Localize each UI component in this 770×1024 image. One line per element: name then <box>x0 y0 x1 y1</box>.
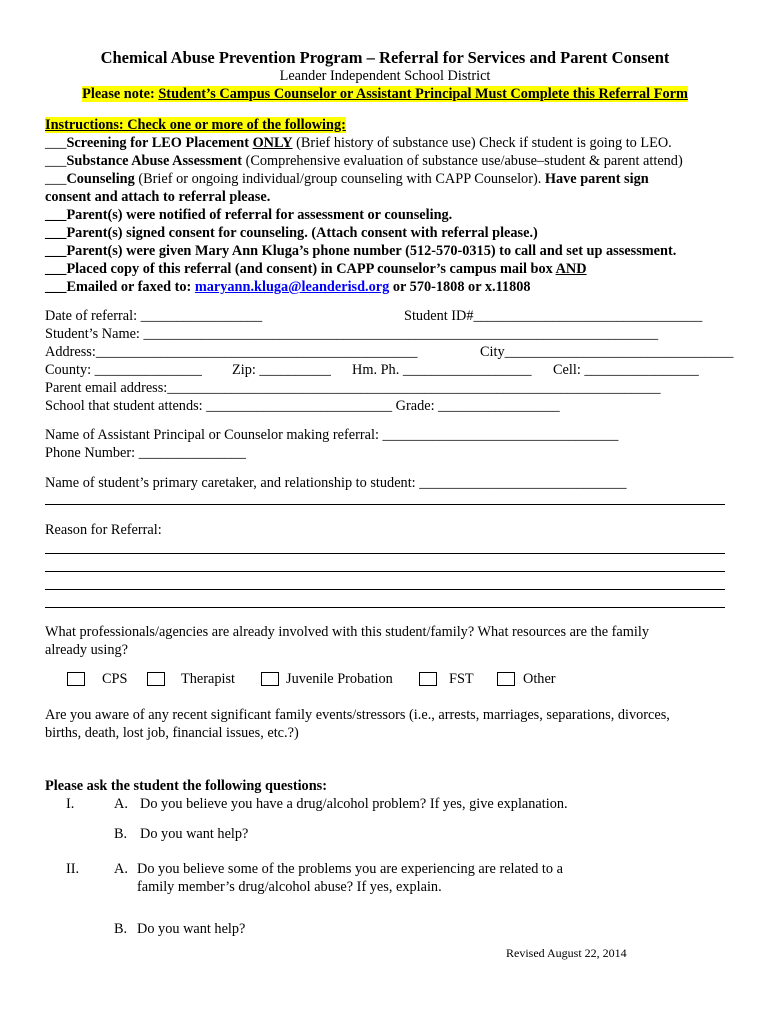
professionals-question-cont: already using? <box>45 642 128 658</box>
professionals-question: What professionals/agencies are already involved with this student/family? What resources are the family <box>45 624 649 640</box>
student-id-field[interactable]: Student ID#________________________________ <box>404 308 703 324</box>
check-blank[interactable]: ___ <box>45 279 67 295</box>
check-blank[interactable]: ___ <box>45 207 67 223</box>
reason-line[interactable] <box>45 589 725 590</box>
parent-email-field[interactable]: Parent email address:_____________________________________________________________________ <box>45 380 661 396</box>
questions-heading: Please ask the student the following questions: <box>45 778 327 794</box>
question-II-B-text: Do you want help? <box>137 921 246 937</box>
check-blank[interactable]: ___ <box>45 171 67 187</box>
check-phone: ___Parent(s) were given Mary Ann Kluga’s phone number (512-570-0315) to call and set up assessment. <box>45 243 677 259</box>
home-phone-field[interactable]: Hm. Ph. __________________ <box>352 362 532 378</box>
question-I-number: I. <box>66 796 75 812</box>
cps-checkbox[interactable] <box>67 672 85 686</box>
reason-line[interactable] <box>45 607 725 608</box>
question-II-A-text: Do you believe some of the problems you are experiencing are related to a <box>137 861 563 877</box>
check-notified: ___Parent(s) were notified of referral for assessment or counseling. <box>45 207 453 223</box>
check-placed: ___Placed copy of this referral (and consent) in CAPP counselor’s campus mail box AND <box>45 261 587 277</box>
check-blank[interactable]: ___ <box>45 135 67 151</box>
fst-label: FST <box>449 671 474 687</box>
question-II-A-text-cont: family member’s drug/alcohol abuse? If yes, explain. <box>137 879 442 895</box>
caretaker-line-2[interactable] <box>45 504 725 505</box>
juvenile-probation-label: Juvenile Probation <box>286 671 393 687</box>
check-counseling: ___Counseling (Brief or ongoing individual/group counseling with CAPP Counselor). Have parent sign <box>45 171 649 187</box>
address-field[interactable]: Address:_____________________________________________ <box>45 344 418 360</box>
question-II-A-label: A. <box>114 861 128 877</box>
city-field[interactable]: City________________________________ <box>480 344 734 360</box>
therapist-label: Therapist <box>181 671 235 687</box>
check-blank[interactable]: ___ <box>45 261 67 277</box>
other-label: Other <box>523 671 556 687</box>
email-link[interactable]: maryann.kluga@leanderisd.org <box>194 279 390 295</box>
form-title: Chemical Abuse Prevention Program – Referral for Services and Parent Consent <box>100 48 670 67</box>
school-grade-field[interactable]: School that student attends: __________________________ Grade: _________________ <box>45 398 560 414</box>
form-note <box>0 86 770 103</box>
check-screening: ___Screening for LEO Placement ONLY (Brief history of substance use) Check if student is going to LEO. <box>45 135 672 151</box>
check-blank[interactable]: ___ <box>45 225 67 241</box>
question-I-B-text: Do you want help? <box>140 826 249 842</box>
stressors-question: Are you aware of any recent significant family events/stressors (i.e., arrests, marriages, separations, divorces, <box>45 707 670 723</box>
check-emailed: ___Emailed or faxed to: maryann.kluga@leanderisd.org or 570-1808 or x.11808 <box>45 279 531 295</box>
note-prefix: Please note: <box>82 86 159 102</box>
counseling-continued: consent and attach to referral please. <box>45 189 271 205</box>
reason-line[interactable] <box>45 553 725 554</box>
referrer-name-field[interactable]: Name of Assistant Principal or Counselor making referral: _________________________________ <box>45 427 619 443</box>
revision-date: Revised August 22, 2014 <box>506 946 627 960</box>
cps-label: CPS <box>102 671 128 687</box>
question-I-A-text: Do you believe you have a drug/alcohol problem? If yes, give explanation. <box>140 796 568 812</box>
reason-line[interactable] <box>45 571 725 572</box>
therapist-checkbox[interactable] <box>147 672 165 686</box>
question-I-A-label: A. <box>114 796 128 812</box>
date-of-referral-field[interactable]: Date of referral: _________________ <box>45 308 263 324</box>
district-name: Leander Independent School District <box>279 68 491 84</box>
check-blank[interactable]: ___ <box>45 153 67 169</box>
note-text: Student’s Campus Counselor or Assistant Principal Must Complete this Referral Form <box>158 86 688 102</box>
other-checkbox[interactable] <box>497 672 515 686</box>
question-I-B-label: B. <box>114 826 128 842</box>
cell-field[interactable]: Cell: ________________ <box>553 362 699 378</box>
question-II-number: II. <box>66 861 80 877</box>
check-signed: ___Parent(s) signed consent for counseling. (Attach consent with referral please.) <box>45 225 538 241</box>
stressors-question-cont: births, death, lost job, financial issues, etc.?) <box>45 725 299 741</box>
zip-field[interactable]: Zip: __________ <box>232 362 331 378</box>
reason-label: Reason for Referral: <box>45 522 162 538</box>
caretaker-field[interactable]: Name of student’s primary caretaker, and relationship to student: _____________________________ <box>45 475 627 491</box>
check-blank[interactable]: ___ <box>45 243 67 259</box>
county-field[interactable]: County: _______________ <box>45 362 202 378</box>
check-assessment: ___Substance Abuse Assessment (Comprehensive evaluation of substance use/abuse–student & parent attend) <box>45 153 683 169</box>
student-name-field[interactable]: Student’s Name: ________________________________________________________________________ <box>45 326 659 342</box>
question-II-B-label: B. <box>114 921 128 937</box>
juvenile-probation-checkbox[interactable] <box>261 672 279 686</box>
instructions-heading: Instructions: Check one or more of the following: <box>45 117 346 133</box>
fst-checkbox[interactable] <box>419 672 437 686</box>
phone-number-field[interactable]: Phone Number: _______________ <box>45 445 246 461</box>
